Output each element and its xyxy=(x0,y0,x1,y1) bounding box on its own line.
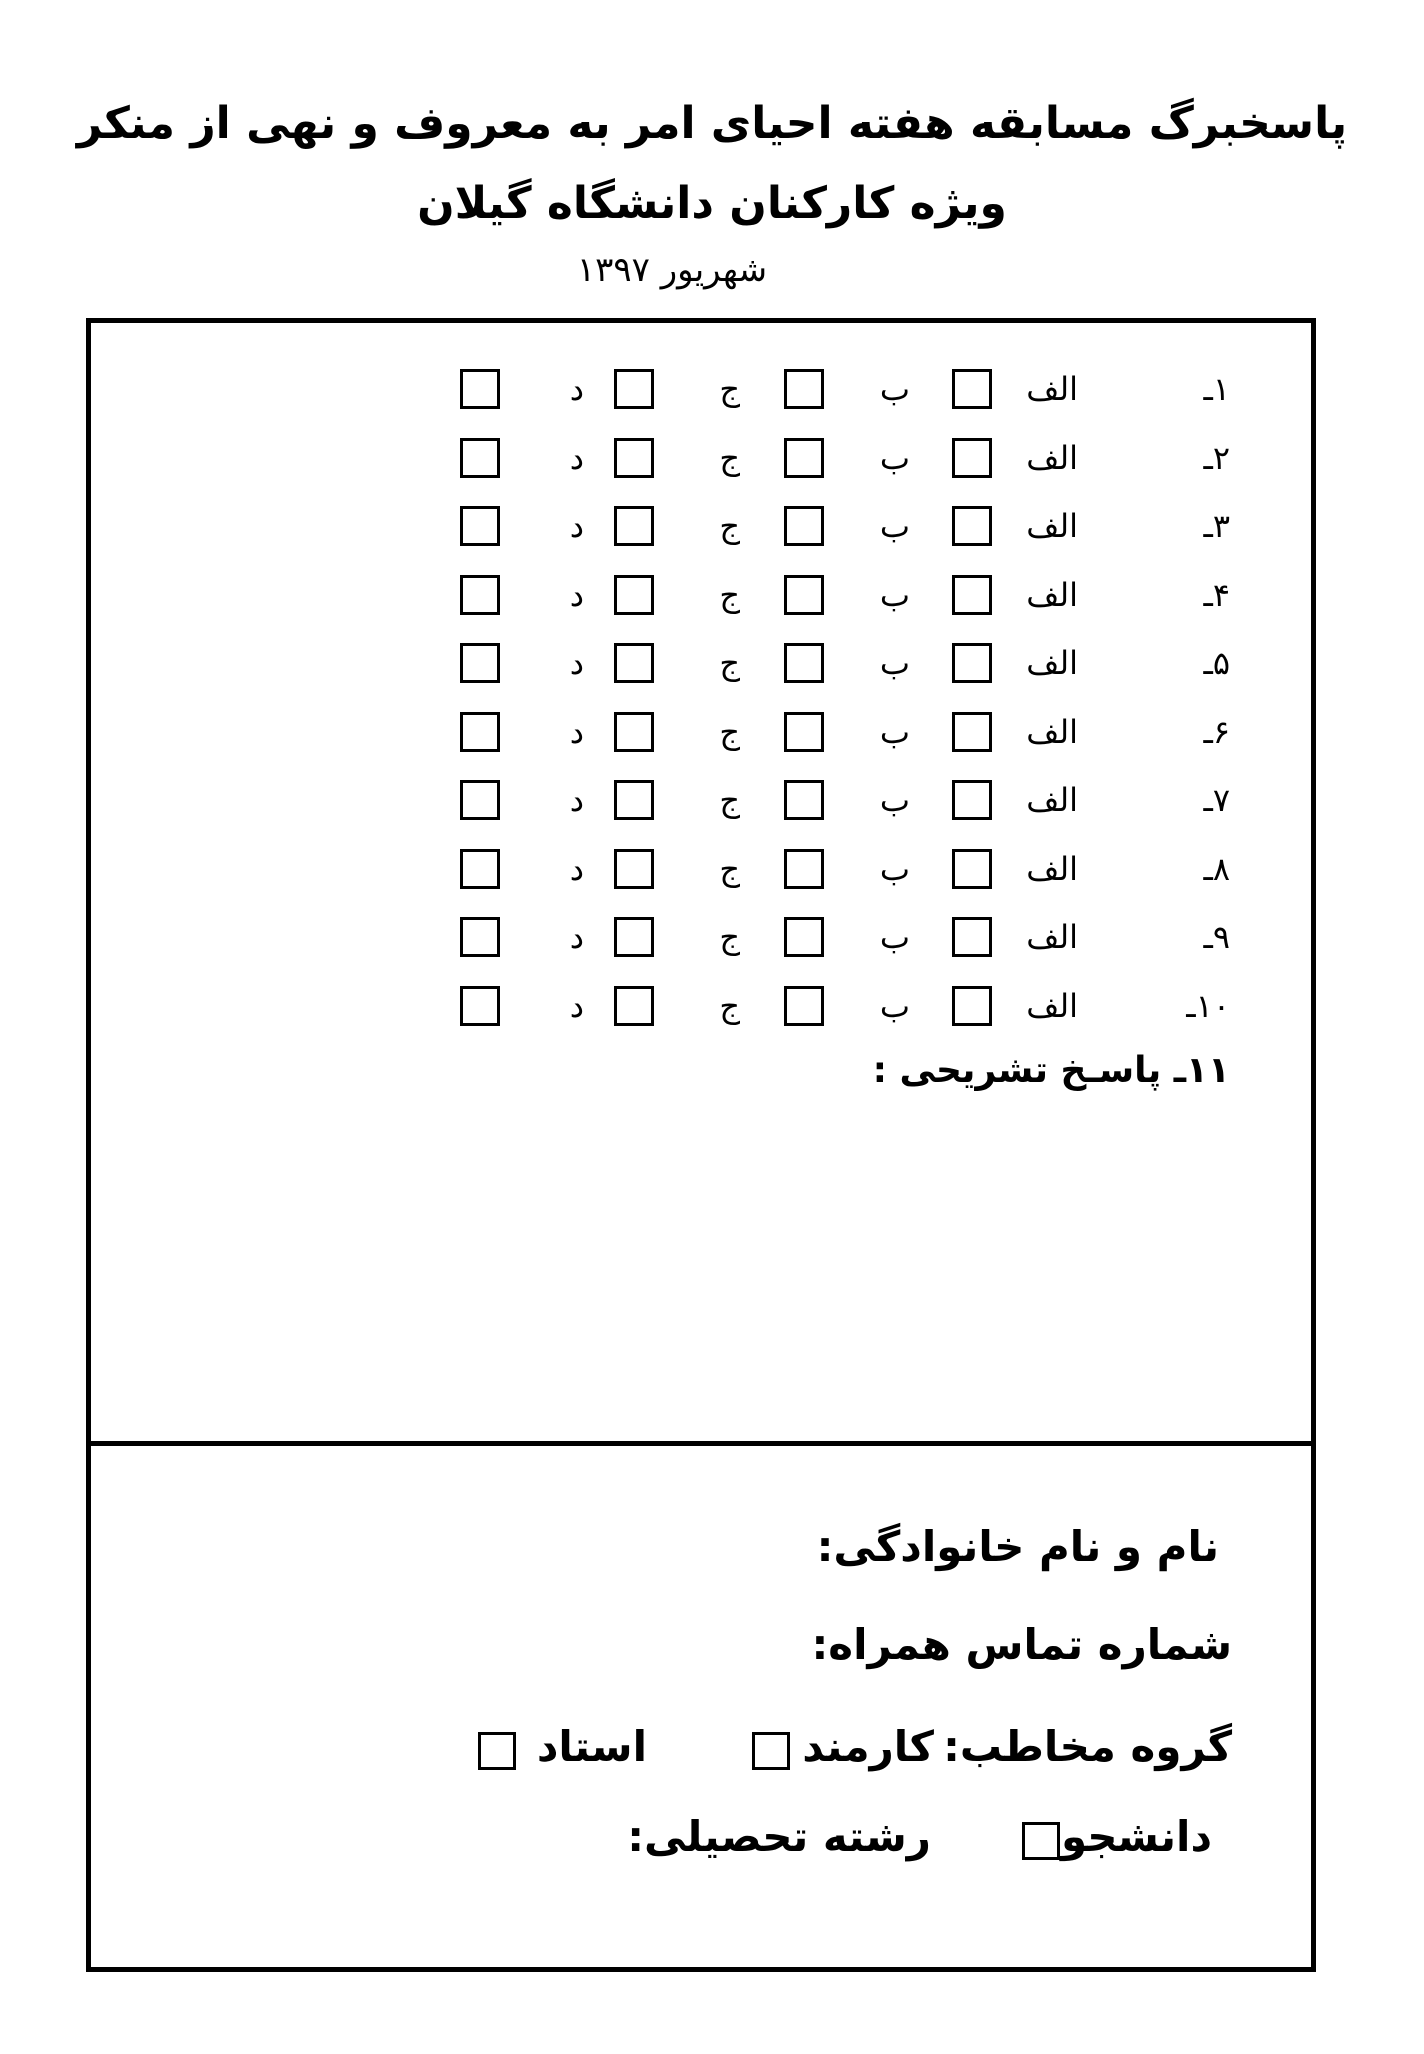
option-label-a: الف xyxy=(1026,507,1078,545)
question-row xyxy=(0,501,1424,551)
option-checkbox-a[interactable] xyxy=(952,506,992,546)
option-checkbox-c[interactable] xyxy=(614,780,654,820)
option-label-d: د xyxy=(569,644,584,682)
option-checkbox-d[interactable] xyxy=(460,917,500,957)
option-checkbox-c[interactable] xyxy=(614,369,654,409)
option-checkbox-a[interactable] xyxy=(952,712,992,752)
option-label-a: الف xyxy=(1026,849,1078,888)
option-label-d: د xyxy=(569,781,584,819)
option-checkbox-d[interactable] xyxy=(460,438,500,478)
question-row xyxy=(0,844,1424,894)
option-checkbox-c[interactable] xyxy=(614,438,654,478)
question-row xyxy=(0,775,1424,825)
option-label-b: ب xyxy=(879,849,910,888)
question-number: ۲ـ xyxy=(1203,438,1230,477)
option-label-b: ب xyxy=(879,575,910,614)
professor-label: استاد xyxy=(536,1722,647,1771)
option-checkbox-b[interactable] xyxy=(784,986,824,1026)
option-label-c: ج xyxy=(719,644,740,682)
option-checkbox-b[interactable] xyxy=(784,643,824,683)
option-checkbox-a[interactable] xyxy=(952,575,992,615)
question-row xyxy=(0,638,1424,688)
student-checkbox[interactable] xyxy=(1022,1822,1060,1860)
option-checkbox-c[interactable] xyxy=(614,917,654,957)
option-checkbox-b[interactable] xyxy=(784,506,824,546)
option-label-b: ب xyxy=(879,918,910,956)
option-checkbox-b[interactable] xyxy=(784,438,824,478)
option-checkbox-a[interactable] xyxy=(952,780,992,820)
question-row xyxy=(0,364,1424,414)
option-label-b: ب xyxy=(879,507,910,545)
option-label-a: الف xyxy=(1026,986,1078,1025)
option-label-b: ب xyxy=(879,438,910,477)
option-label-b: ب xyxy=(879,781,910,819)
option-checkbox-d[interactable] xyxy=(460,849,500,889)
question-number: ۵ـ xyxy=(1203,644,1230,682)
option-checkbox-c[interactable] xyxy=(614,643,654,683)
option-label-d: د xyxy=(569,712,584,751)
option-label-d: د xyxy=(569,575,584,614)
option-label-b: ب xyxy=(879,712,910,751)
date-line: شهریور ۱۳۹۷ xyxy=(576,250,768,290)
option-label-c: ج xyxy=(719,575,740,614)
option-label-a: الف xyxy=(1026,370,1078,408)
option-checkbox-c[interactable] xyxy=(614,712,654,752)
option-checkbox-a[interactable] xyxy=(952,438,992,478)
option-label-d: د xyxy=(569,507,584,545)
option-checkbox-a[interactable] xyxy=(952,917,992,957)
option-label-d: د xyxy=(569,438,584,477)
option-checkbox-c[interactable] xyxy=(614,575,654,615)
professor-checkbox[interactable] xyxy=(478,1732,516,1770)
question-number: ۶ـ xyxy=(1203,712,1230,751)
section-divider xyxy=(86,1441,1316,1446)
option-checkbox-c[interactable] xyxy=(614,849,654,889)
major-label: رشته تحصیلی: xyxy=(627,1812,931,1861)
employee-label: کارمند xyxy=(802,1722,934,1771)
option-checkbox-a[interactable] xyxy=(952,986,992,1026)
option-checkbox-a[interactable] xyxy=(952,849,992,889)
question-row xyxy=(0,912,1424,962)
question-number: ۱۰ـ xyxy=(1186,986,1230,1025)
title-line-1: پاسخبرگ مسابقه هفته احیای امر به معروف و نهی از منکر xyxy=(76,98,1348,149)
option-label-b: ب xyxy=(879,644,910,682)
option-label-a: الف xyxy=(1026,575,1078,614)
option-label-b: ب xyxy=(879,986,910,1025)
option-checkbox-b[interactable] xyxy=(784,712,824,752)
option-checkbox-d[interactable] xyxy=(460,780,500,820)
option-label-a: الف xyxy=(1026,918,1078,956)
option-checkbox-b[interactable] xyxy=(784,575,824,615)
option-checkbox-a[interactable] xyxy=(952,369,992,409)
option-checkbox-d[interactable] xyxy=(460,712,500,752)
option-checkbox-a[interactable] xyxy=(952,643,992,683)
question-row xyxy=(0,707,1424,757)
option-label-d: د xyxy=(569,370,584,408)
option-label-a: الف xyxy=(1026,712,1078,751)
option-label-c: ج xyxy=(719,438,740,477)
title-line-2: ویژه کارکنان دانشگاه گیلان xyxy=(417,178,1007,229)
option-label-c: ج xyxy=(719,849,740,888)
employee-checkbox[interactable] xyxy=(752,1732,790,1770)
option-checkbox-d[interactable] xyxy=(460,506,500,546)
option-label-c: ج xyxy=(719,712,740,751)
name-label: نام و نام خانوادگی: xyxy=(816,1522,1219,1571)
phone-label: شماره تماس همراه: xyxy=(811,1620,1232,1669)
option-checkbox-b[interactable] xyxy=(784,849,824,889)
option-label-c: ج xyxy=(719,918,740,956)
question-row xyxy=(0,981,1424,1031)
option-checkbox-d[interactable] xyxy=(460,986,500,1026)
option-checkbox-d[interactable] xyxy=(460,643,500,683)
option-label-c: ج xyxy=(719,986,740,1025)
option-label-d: د xyxy=(569,986,584,1025)
question-number: ۹ـ xyxy=(1203,918,1230,956)
question-number: ۴ـ xyxy=(1203,575,1230,614)
option-label-c: ج xyxy=(719,370,740,408)
option-checkbox-c[interactable] xyxy=(614,986,654,1026)
option-checkbox-b[interactable] xyxy=(784,780,824,820)
question-row xyxy=(0,570,1424,620)
option-label-d: د xyxy=(569,918,584,956)
option-label-d: د xyxy=(569,849,584,888)
question-number: ۳ـ xyxy=(1203,507,1230,545)
option-label-c: ج xyxy=(719,781,740,819)
option-label-c: ج xyxy=(719,507,740,545)
essay-label: ۱۱ـ پاسـخ تشریحی : xyxy=(872,1050,1230,1091)
option-label-b: ب xyxy=(879,370,910,408)
option-label-a: الف xyxy=(1026,438,1078,477)
student-label: دانشجو xyxy=(1060,1812,1212,1861)
option-label-a: الف xyxy=(1026,644,1078,682)
option-checkbox-c[interactable] xyxy=(614,506,654,546)
option-label-a: الف xyxy=(1026,781,1078,819)
question-number: ۱ـ xyxy=(1203,370,1230,408)
question-number: ۷ـ xyxy=(1203,781,1230,819)
option-checkbox-d[interactable] xyxy=(460,369,500,409)
group-label: گروه مخاطب: xyxy=(943,1722,1232,1771)
question-row xyxy=(0,433,1424,483)
option-checkbox-b[interactable] xyxy=(784,369,824,409)
option-checkbox-d[interactable] xyxy=(460,575,500,615)
option-checkbox-b[interactable] xyxy=(784,917,824,957)
question-number: ۸ـ xyxy=(1203,849,1230,888)
